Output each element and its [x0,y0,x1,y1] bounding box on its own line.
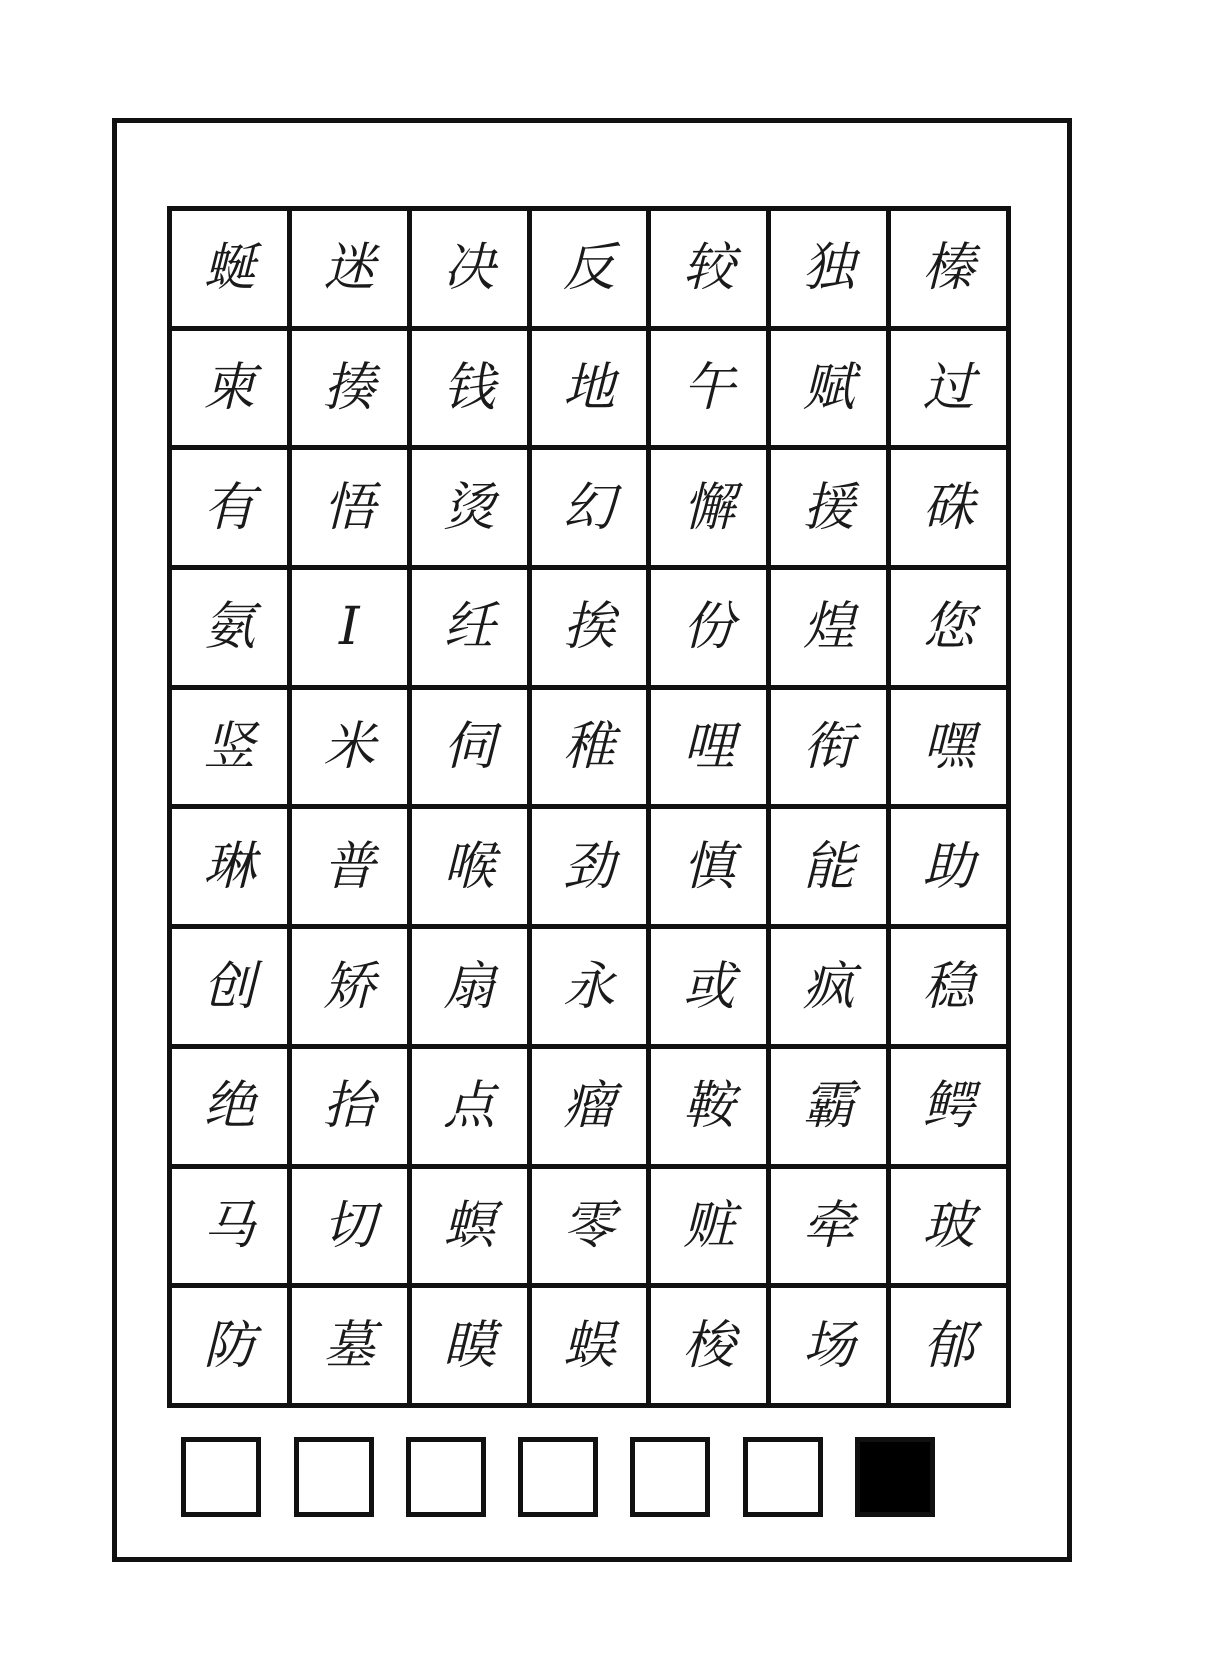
grid-cell[interactable]: 点 [412,1049,532,1169]
grid-cell[interactable]: 玻 [891,1169,1011,1289]
grid-cell[interactable]: 鳄 [891,1049,1011,1169]
grid-cell[interactable]: 幻 [532,450,652,570]
answer-box[interactable] [181,1437,261,1517]
grid-cell[interactable]: 竖 [172,690,292,810]
grid-cell[interactable]: 琳 [172,809,292,929]
grid-cell[interactable]: 榛 [891,211,1011,331]
grid-cell[interactable]: 份 [651,570,771,690]
answer-box[interactable] [294,1437,374,1517]
grid-cell[interactable]: 烫 [412,450,532,570]
grid-cell[interactable]: 伺 [412,690,532,810]
grid-cell[interactable]: 揍 [292,331,412,451]
grid-cell[interactable]: 梭 [651,1288,771,1408]
grid-cell[interactable]: 硃 [891,450,1011,570]
grid-cell[interactable]: 普 [292,809,412,929]
grid-cell[interactable]: 悟 [292,450,412,570]
answer-box[interactable] [630,1437,710,1517]
grid-cell[interactable]: 煌 [771,570,891,690]
answer-box-filled[interactable] [855,1437,935,1517]
grid-cell[interactable]: 零 [532,1169,652,1289]
grid-cell[interactable]: 霸 [771,1049,891,1169]
grid-cell[interactable]: 瞙 [412,1288,532,1408]
grid-cell[interactable]: 疯 [771,929,891,1049]
grid-cell[interactable]: 地 [532,331,652,451]
grid-cell[interactable]: I [292,570,412,690]
grid-cell[interactable]: 您 [891,570,1011,690]
grid-cell[interactable]: 墓 [292,1288,412,1408]
grid-cell[interactable]: 衔 [771,690,891,810]
answer-box[interactable] [743,1437,823,1517]
grid-cell[interactable]: 决 [412,211,532,331]
grid-cell[interactable]: 绝 [172,1049,292,1169]
grid-cell[interactable]: 创 [172,929,292,1049]
grid-cell[interactable]: 瘤 [532,1049,652,1169]
grid-cell[interactable]: 柬 [172,331,292,451]
grid-cell[interactable]: 嘿 [891,690,1011,810]
grid-cell[interactable]: 马 [172,1169,292,1289]
grid-cell[interactable]: 迷 [292,211,412,331]
grid-cell[interactable]: 援 [771,450,891,570]
grid-cell[interactable]: 氨 [172,570,292,690]
grid-cell[interactable]: 懈 [651,450,771,570]
grid-cell[interactable]: 切 [292,1169,412,1289]
grid-cell[interactable]: 纴 [412,570,532,690]
grid-cell[interactable]: 稳 [891,929,1011,1049]
grid-cell[interactable]: 赃 [651,1169,771,1289]
grid-cell[interactable]: 郁 [891,1288,1011,1408]
grid-cell[interactable]: 助 [891,809,1011,929]
grid-cell[interactable]: 过 [891,331,1011,451]
grid-cell[interactable]: 挨 [532,570,652,690]
grid-cell[interactable]: 喉 [412,809,532,929]
grid-cell[interactable]: 劲 [532,809,652,929]
grid-cell[interactable]: 哩 [651,690,771,810]
grid-cell[interactable]: 矫 [292,929,412,1049]
grid-cell[interactable]: 扇 [412,929,532,1049]
grid-cell[interactable]: 午 [651,331,771,451]
grid-cell[interactable]: 赋 [771,331,891,451]
grid-cell[interactable]: 牵 [771,1169,891,1289]
grid-cell[interactable]: 有 [172,450,292,570]
grid-cell[interactable]: 蜈 [532,1288,652,1408]
grid-cell[interactable]: 慎 [651,809,771,929]
grid-cell[interactable]: 螟 [412,1169,532,1289]
grid-cell[interactable]: 独 [771,211,891,331]
answer-box[interactable] [518,1437,598,1517]
grid-cell[interactable]: 钱 [412,331,532,451]
grid-cell[interactable]: 较 [651,211,771,331]
grid-cell[interactable]: 或 [651,929,771,1049]
character-grid [167,206,1011,1408]
answer-box[interactable] [406,1437,486,1517]
grid-cell[interactable]: 防 [172,1288,292,1408]
grid-cell[interactable]: 能 [771,809,891,929]
grid-cell[interactable]: 米 [292,690,412,810]
grid-cell[interactable]: 蜒 [172,211,292,331]
grid-cell[interactable]: 场 [771,1288,891,1408]
grid-cell[interactable]: 稚 [532,690,652,810]
grid-cell[interactable]: 鞍 [651,1049,771,1169]
grid-cell[interactable]: 反 [532,211,652,331]
grid-cell[interactable]: 永 [532,929,652,1049]
grid-cell[interactable]: 抬 [292,1049,412,1169]
answer-box-row [0,1437,1215,1527]
